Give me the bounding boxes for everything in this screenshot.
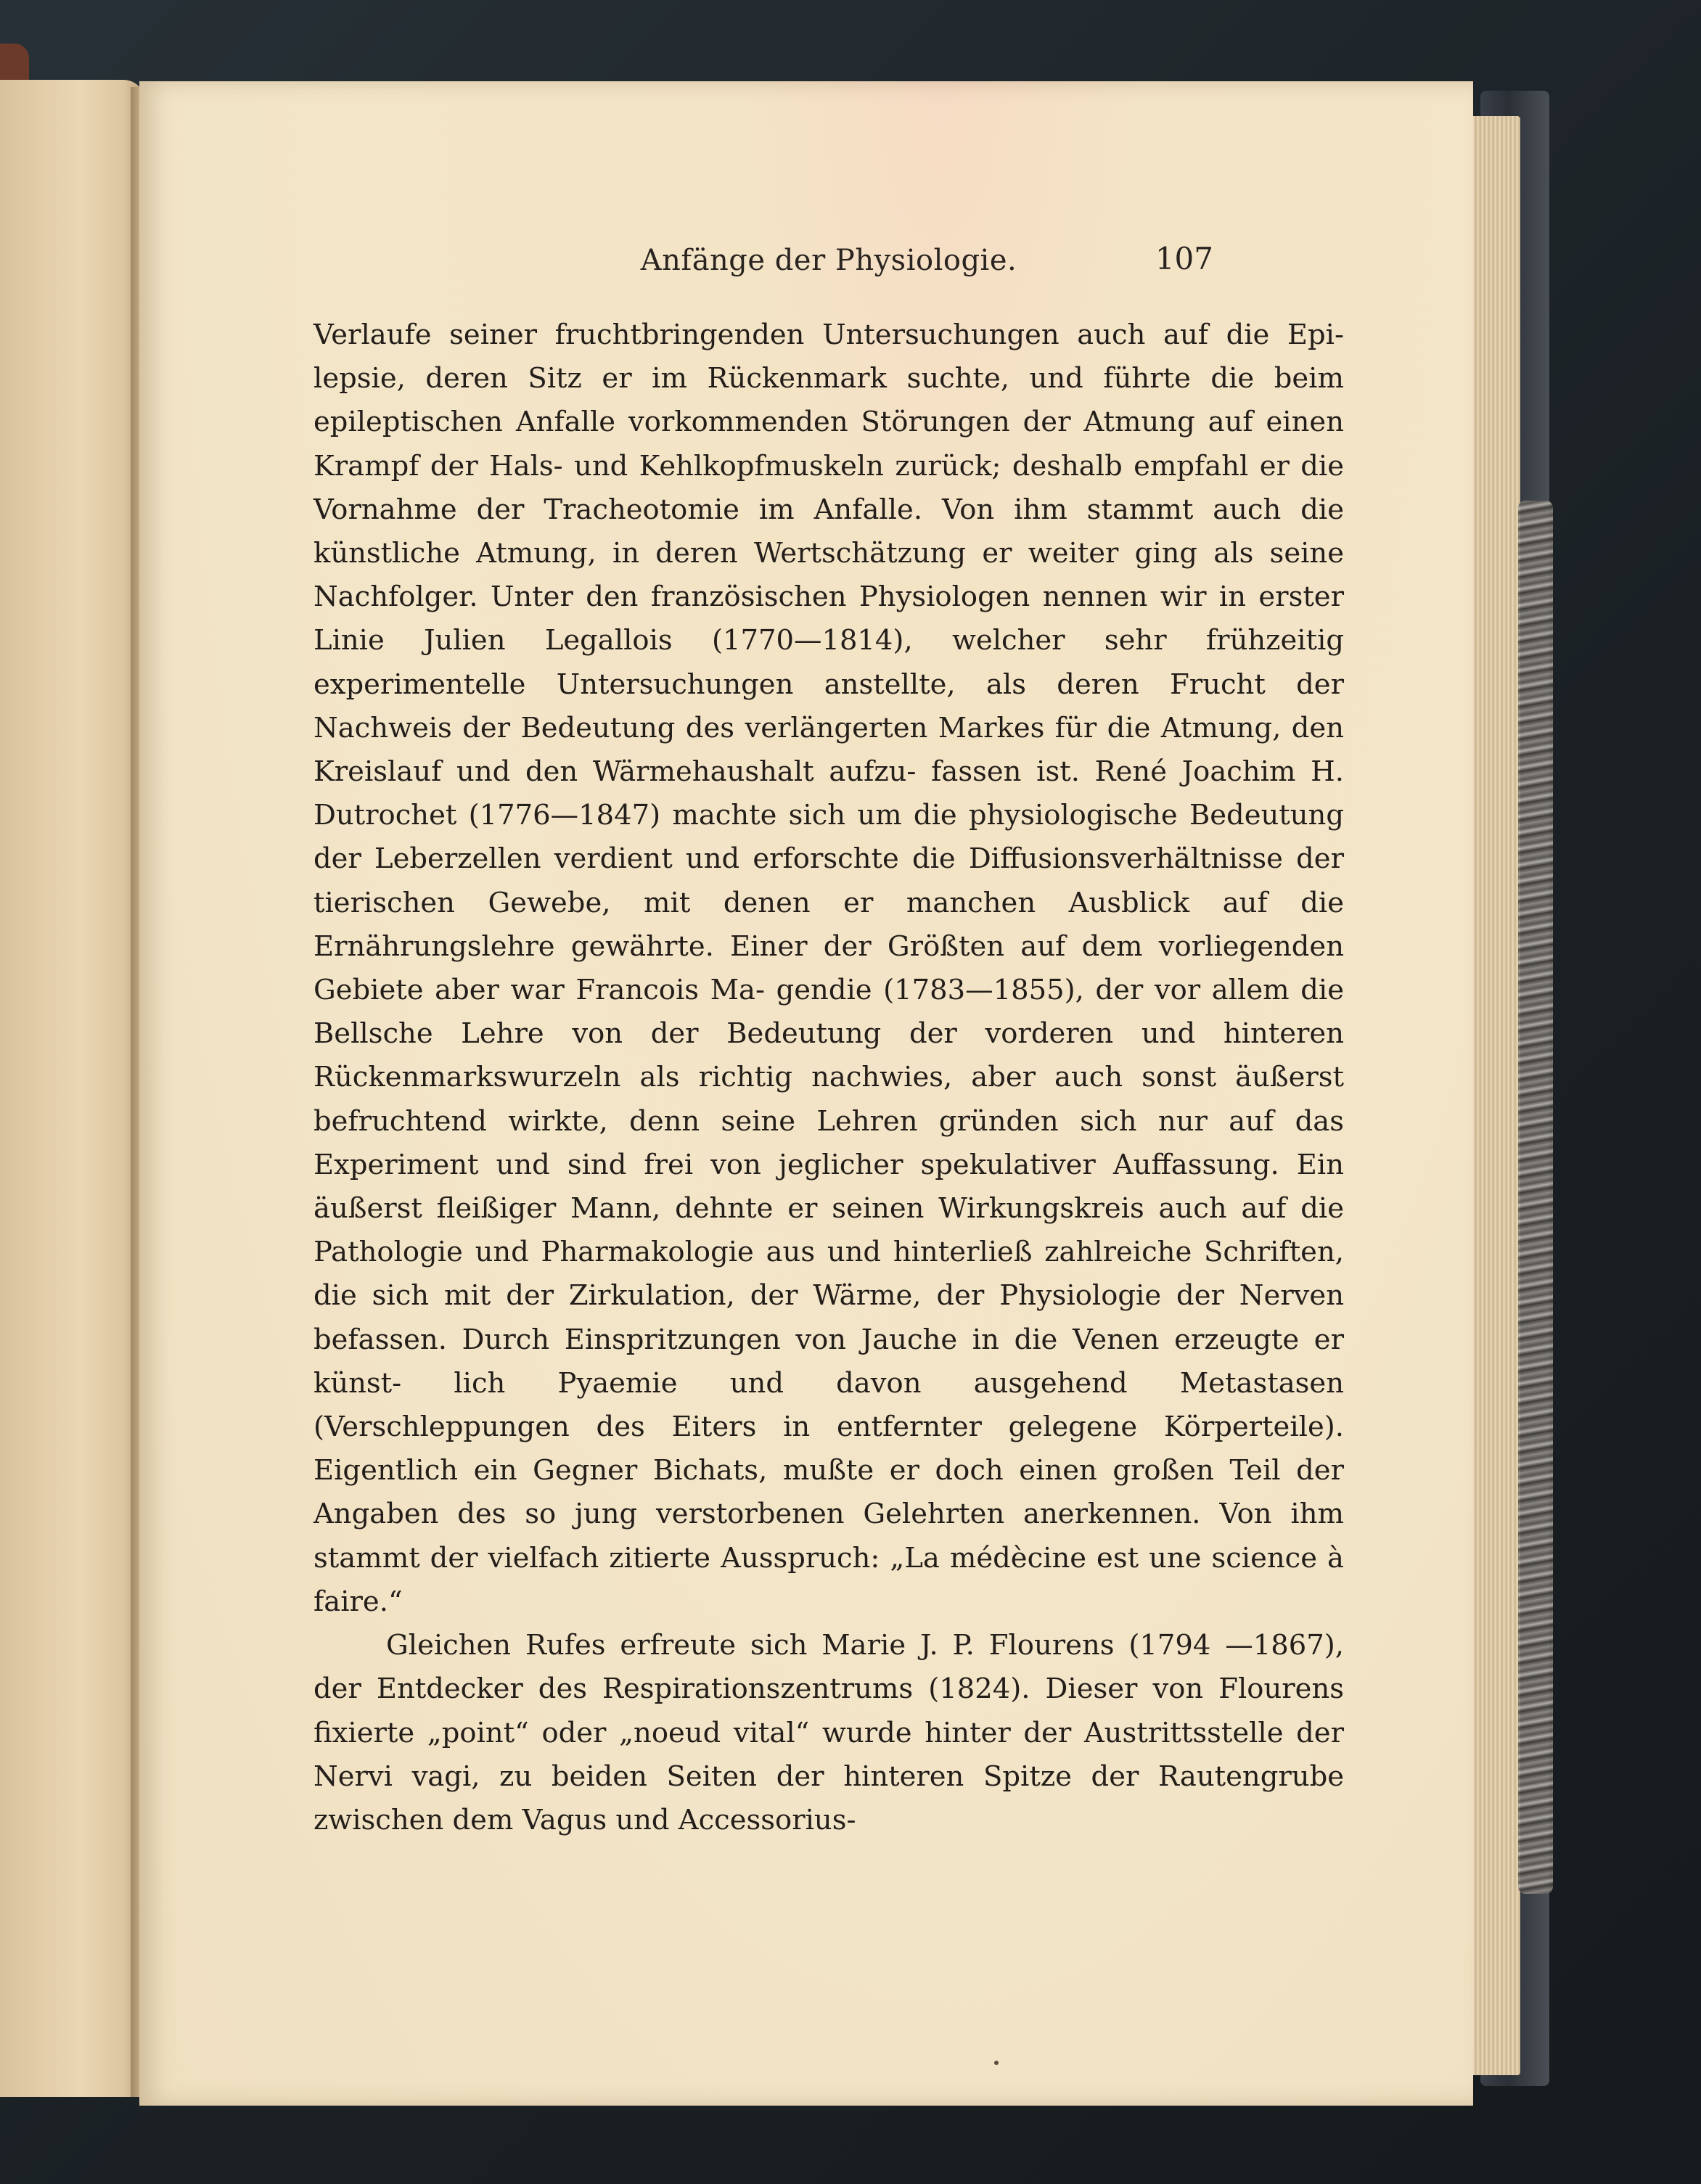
running-head-title: Anfänge der Physiologie. [640, 244, 1017, 277]
page-edges [1470, 116, 1520, 2075]
paragraph-2: Gleichen Rufes erfreute sich Marie J. P. Flourens (1794 —1867), der Entdecker des Respirationszentrums (1824). Dieser von Flourens fixierte „point“ oder „noeud vital“ wurde hinter der Austrittsstelle der Nervi vagi, zu beiden Seiten der hinteren Spitze der Rautengrube zwischen dem Vagus und Accessorius- [313, 1629, 1344, 1836]
paragraph-1: Verlaufe seiner fruchtbringenden Untersuchungen auch auf die Epi- lepsie, deren Sitz er im Rückenmark suchte, und führte die beim epileptischen Anfalle vorkommenden Störungen der Atmung auf einen Krampf der Hals- und Kehlkopfmuskeln zurück; deshalb empfahl er die Vornahme der Tracheotomie im Anfalle. Von ihm stammt auch die künstliche Atmung, in deren Wertschätzung er weiter ging als seine Nachfolger. Unter den französischen Physiologen nennen wir in erster Linie Julien Legallois (1770—1814), welcher sehr frühzeitig experimentelle Untersuchungen anstellte, als deren Frucht der Nachweis der Bedeutung des verlängerten Markes für die Atmung, den Kreislauf und den Wärmehaushalt aufzu- fassen ist. René Joachim H. Dutrochet (1776—1847) machte sich um die physiologische Bedeutung der Leberzellen verdient und erforschte die Diffusionsverhältnisse der tierischen Gewebe, mit denen er manchen Ausblick auf die Ernährungslehre gewährte. Einer der Größten auf dem vorliegenden Gebiete aber war Francois Ma- gendie (1783—1855), der vor allem die Bellsche Lehre von der Bedeutung der vorderen und hinteren Rückenmarkswurzeln als richtig nachwies, aber auch sonst äußerst befruchtend wirkte, denn seine Lehren gründen sich nur auf das Experiment und sind frei von jeglicher spekulativer Auffassung. Ein äußerst fleißiger Mann, dehnte er seinen Wirkungskreis auch auf die Pathologie und Pharmakologie aus und hinterließ zahlreiche Schriften, die sich mit der Zirkulation, der Wärme, der Physiologie der Nerven befassen. Durch Einspritzungen von Jauche in die Venen erzeugte er künst- lich Pyaemie und davon ausgehend Metastasen (Verschleppungen des Eiters in entfernter gelegene Körperteile). Eigentlich ein Gegner Bichats, mußte er doch einen großen Teil der Angaben des so jung verstorbenen Gelehrten anerkennen. Von ihm stammt der vielfach zitierte Ausspruch: „La médècine est une science à faire.“ [313, 319, 1344, 1618]
running-head [139, 241, 1473, 287]
facing-page [0, 80, 145, 2097]
book-page [139, 81, 1473, 2106]
marbled-cover [1518, 501, 1553, 1894]
page-number: 107 [1155, 241, 1213, 276]
body-text [313, 313, 1344, 1842]
paper-speck [994, 2061, 999, 2065]
